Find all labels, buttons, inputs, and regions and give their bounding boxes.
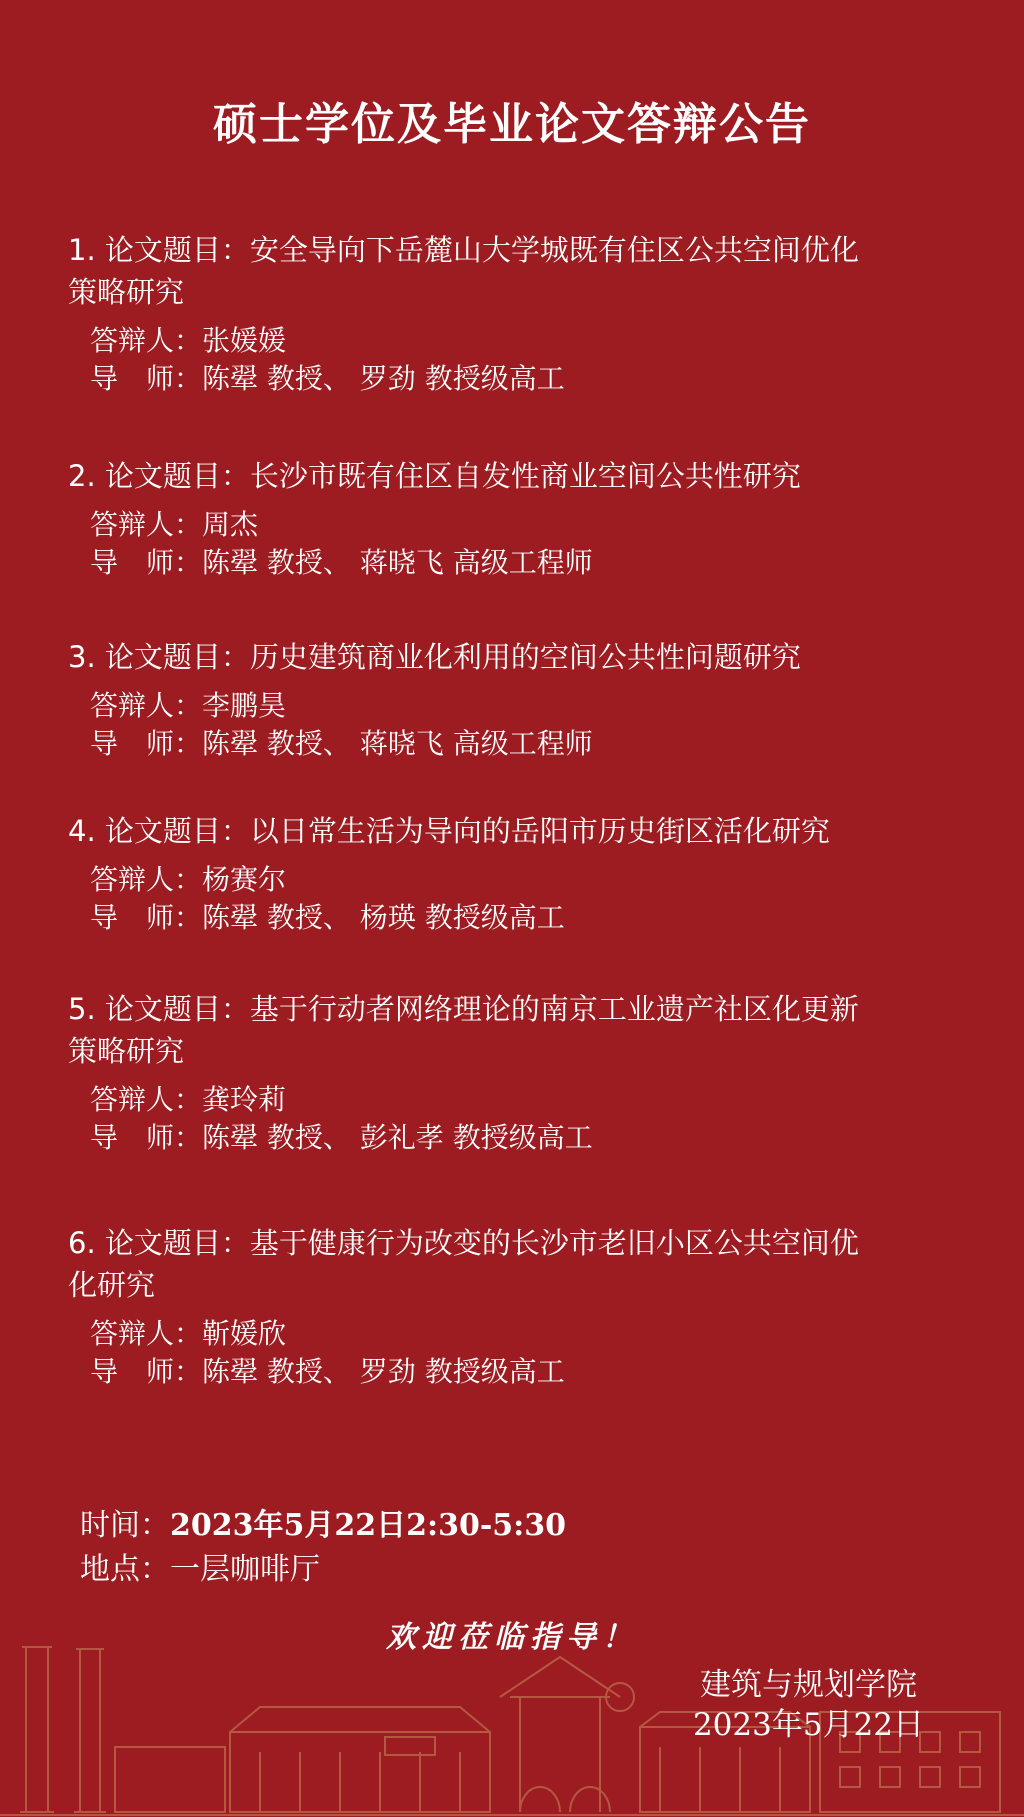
thesis-defender: 答辩人：靳媛欣	[90, 1317, 287, 1350]
defense-place	[80, 1544, 320, 1588]
page-title: 硕士学位及毕业论文答辩公告	[213, 99, 811, 150]
thesis-advisor: 导 师：陈翚 教授、 罗劲 教授级高工	[90, 1355, 565, 1388]
thesis-defender: 答辩人：杨赛尔	[90, 863, 287, 896]
thesis-topic-line1: 3. 论文题目：历史建筑商业化利用的空间公共性问题研究	[68, 640, 801, 674]
thesis-advisor: 导 师：陈翚 教授、 杨瑛 教授级高工	[90, 901, 565, 934]
thesis-topic-line2: 策略研究	[68, 1034, 185, 1068]
thesis-item-3	[70, 627, 970, 763]
thesis-defender: 答辩人：李鹏昊	[90, 689, 287, 722]
thesis-item-2	[70, 446, 970, 582]
thesis-advisor: 导 师：陈翚 教授、 彭礼孝 教授级高工	[90, 1121, 593, 1154]
thesis-advisor: 导 师：陈翚 教授、 蒋晓飞 高级工程师	[90, 546, 593, 579]
time-label: 时间：	[80, 1508, 170, 1543]
thesis-topic-line2: 化研究	[68, 1268, 156, 1302]
signature-block	[693, 1665, 924, 1745]
thesis-defender: 答辩人：龚玲莉	[90, 1083, 287, 1116]
defense-time	[80, 1500, 566, 1544]
thesis-topic-line1: 4. 论文题目：以日常生活为导向的岳阳市历史街区活化研究	[68, 814, 830, 848]
thesis-topic-line1: 2. 论文题目：长沙市既有住区自发性商业空间公共性研究	[68, 459, 801, 493]
thesis-topic-line1: 1. 论文题目：安全导向下岳麓山大学城既有住区公共空间优化	[68, 233, 859, 267]
thesis-defender: 答辩人：周杰	[90, 508, 259, 541]
thesis-advisor: 导 师：陈翚 教授、 蒋晓飞 高级工程师	[90, 727, 593, 760]
thesis-topic-line2: 策略研究	[68, 275, 185, 309]
thesis-item-1	[70, 216, 970, 398]
thesis-item-5	[70, 975, 970, 1157]
place-label: 地点：	[80, 1552, 170, 1587]
thesis-topic-line1: 5. 论文题目：基于行动者网络理论的南京工业遗产社区化更新	[68, 992, 859, 1026]
welcome-text: 欢迎莅临指导！	[386, 1620, 638, 1655]
thesis-topic-line1: 6. 论文题目：基于健康行为改变的长沙市老旧小区公共空间优	[68, 1226, 859, 1260]
thesis-advisor: 导 师：陈翚 教授、 罗劲 教授级高工	[90, 362, 565, 395]
thesis-item-6	[70, 1209, 970, 1391]
thesis-defender: 答辩人：张媛媛	[90, 324, 287, 357]
thesis-item-4	[70, 801, 970, 937]
signature-date: 2023年5月22日	[692, 1707, 924, 1743]
time-value: 2023年5月22日2:30-5:30	[170, 1508, 566, 1543]
place-value: 一层咖啡厅	[170, 1552, 320, 1587]
signature-org: 建筑与规划学院	[699, 1667, 917, 1703]
